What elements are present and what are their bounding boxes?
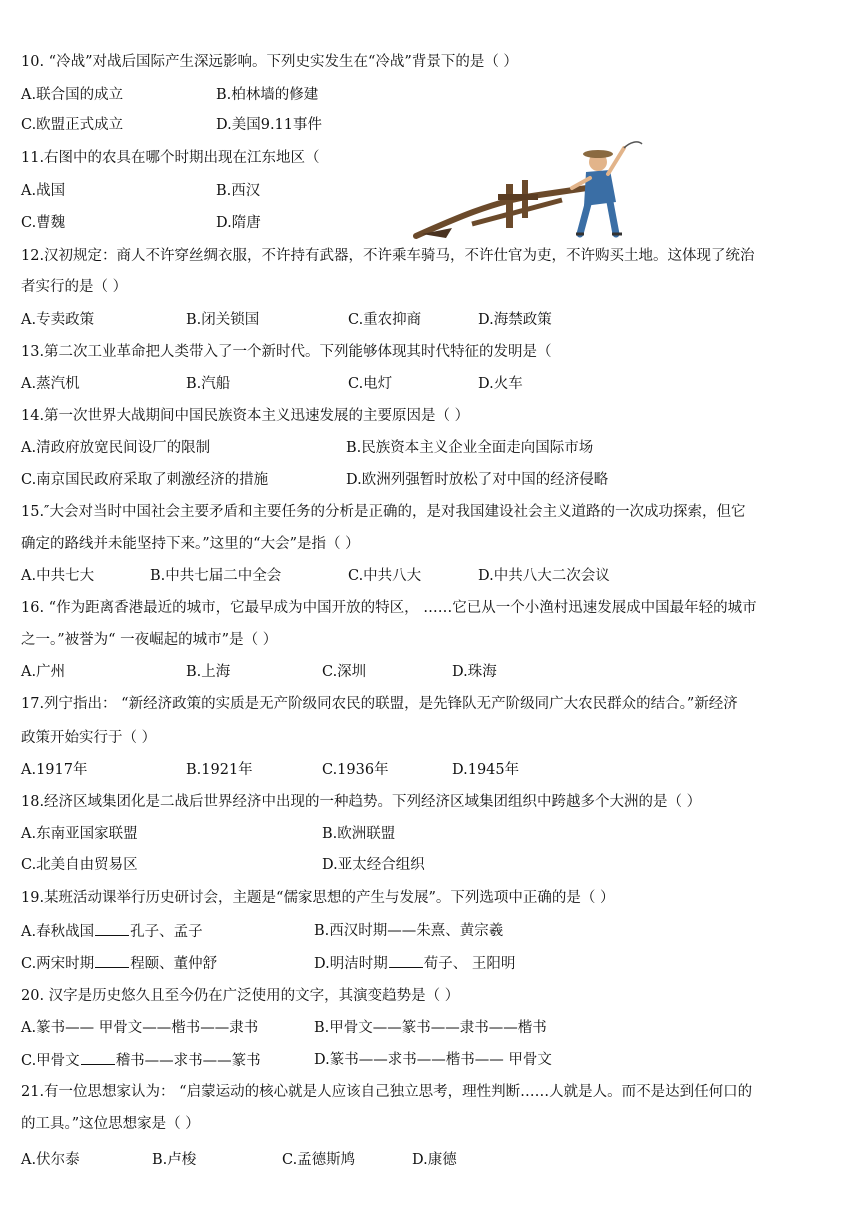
fill-blank xyxy=(389,953,423,968)
fill-blank xyxy=(95,921,129,936)
q13-option-b: B.汽船 xyxy=(186,376,231,392)
q12-stem-line2: 者实行的是（ ） xyxy=(21,279,128,295)
q11-option-a: A.战国 xyxy=(21,183,66,199)
q14-option-b: B.民族资本主义企业全面走向国际市场 xyxy=(346,440,594,456)
q19-option-a-period: A.春秋战国 xyxy=(21,924,95,940)
q12-option-d: D.海禁政策 xyxy=(478,312,552,328)
q18-option-b: B.欧洲联盟 xyxy=(322,826,396,842)
q15-stem-line1: 15.″大会对当时中国社会主要矛盾和主要任务的分析是正确的，是对我国建设社会主义道路的一次成功探索，但它 xyxy=(21,504,746,520)
q18-option-a: A.东南亚国家联盟 xyxy=(21,826,138,842)
q14-option-a: A.清政府放宽民间设厂的限制 xyxy=(21,440,211,456)
q13-stem: 13.第二次工业革命把人类带入了一个新时代。下列能够体现其时代特征的发明是（ xyxy=(21,344,552,360)
q17-option-c: C.1936年 xyxy=(322,762,389,778)
q15-option-b: B.中共七届二中全会 xyxy=(150,568,282,584)
q15-option-d: D.中共八大二次会议 xyxy=(478,568,610,584)
q19-option-d xyxy=(314,953,515,973)
q13-option-d: D.火车 xyxy=(478,376,523,392)
q17-option-a: A.1917年 xyxy=(21,762,88,778)
q21-option-b: B.卢梭 xyxy=(152,1152,197,1168)
q21-option-a: A.伏尔泰 xyxy=(21,1152,80,1168)
q19-stem: 19.某班活动课举行历史研讨会，主题是“儒家思想的产生与发展”。下列选项中正确的是（ ） xyxy=(21,890,615,906)
q11-option-b: B.西汉 xyxy=(216,183,261,199)
q20-stem: 20. 汉字是历史悠久且至今仍在广泛使用的文字，其演变趋势是（ ） xyxy=(21,988,460,1004)
q20-option-a: A.篆书—— 甲骨文——楷书——隶书 xyxy=(21,1020,259,1036)
q14-option-d: D.欧洲列强暂时放松了对中国的经济侵略 xyxy=(346,472,609,488)
q16-stem-line1: 16. “作为距离香港最近的城市，它最早成为中国开放的特区， ……它已从一个小渔村迅速发展成中国最年轻的城市 xyxy=(21,600,757,616)
q16-stem-line2: 之一。”被誉为“ 一夜崛起的城市”是（ ） xyxy=(21,632,278,648)
q19-option-c-figures: 程颐、董仲舒 xyxy=(130,956,218,972)
q20-option-b: B.甲骨文——篆书——隶书——楷书 xyxy=(314,1020,547,1036)
q20-option-c xyxy=(21,1050,261,1070)
q10-option-b: B.柏林墙的修建 xyxy=(216,87,319,103)
q12-option-a: A.专卖政策 xyxy=(21,312,95,328)
q16-option-a: A.广州 xyxy=(21,664,66,680)
q17-stem-line2: 政策开始实行于（ ） xyxy=(21,730,157,746)
q21-stem-line2: 的工具。”这位思想家是（ ） xyxy=(21,1116,200,1132)
q12-option-c: C.重农抑商 xyxy=(348,312,422,328)
q21-option-c: C.孟德斯鸠 xyxy=(282,1152,356,1168)
q16-option-c: C.深圳 xyxy=(322,664,367,680)
q19-option-c xyxy=(21,953,217,973)
q15-option-c: C.中共八大 xyxy=(348,568,422,584)
q17-option-d: D.1945年 xyxy=(452,762,520,778)
q17-stem-line1: 17.列宁指出： “新经济政策的实质是无产阶级同农民的联盟，是先锋队无产阶级同广大农民群众的结合。”新经济 xyxy=(21,696,738,712)
q18-stem: 18.经济区域集团化是二战后世界经济中出现的一种趋势。下列经济区域集团组织中跨越多个大洲的是（ ） xyxy=(21,794,702,810)
q21-stem-line1: 21.有一位思想家认为： “启蒙运动的核心就是人应该自己独立思考，理性判断……人就是人。而不是达到任何口的 xyxy=(21,1084,753,1100)
q13-option-a: A.蒸汽机 xyxy=(21,376,80,392)
plow-farmer-illustration xyxy=(412,140,644,240)
fill-blank xyxy=(95,953,129,968)
plow-icon xyxy=(416,180,587,238)
q19-option-d-figures: 荀子、 王阳明 xyxy=(423,956,516,972)
q17-option-b: B.1921年 xyxy=(186,762,253,778)
q18-option-d: D.亚太经合组织 xyxy=(322,857,425,873)
q12-option-b: B.闭关锁国 xyxy=(186,312,260,328)
q15-option-a: A.中共七大 xyxy=(21,568,95,584)
q18-option-c: C.北美自由贸易区 xyxy=(21,857,138,873)
q20-option-c-rest: 稽书——求书——篆书 xyxy=(115,1053,261,1069)
q10-option-c: C.欧盟正式成立 xyxy=(21,117,124,133)
q19-option-a-figures: 孔子、孟子 xyxy=(130,924,203,940)
q14-option-c: C.南京国民政府采取了刺激经济的措施 xyxy=(21,472,269,488)
q11-option-c: C.曹魏 xyxy=(21,215,66,231)
q16-option-b: B.上海 xyxy=(186,664,231,680)
q15-stem-line2: 确定的路线并未能坚持下来。”这里的“大会”是指（ ） xyxy=(21,536,360,552)
q13-option-c: C.电灯 xyxy=(348,376,393,392)
q20-option-c-start: C.甲骨文 xyxy=(21,1053,80,1069)
q11-stem: 11.右图中的农具在哪个时期出现在江东地区（ xyxy=(21,150,320,166)
q20-option-d: D.篆书——求书——楷书—— 甲骨文 xyxy=(314,1052,552,1068)
q16-option-d: D.珠海 xyxy=(452,664,497,680)
q19-option-c-period: C.两宋时期 xyxy=(21,956,95,972)
fill-blank xyxy=(81,1050,115,1065)
q11-option-d: D.隋唐 xyxy=(216,215,261,231)
q19-option-d-period: D.明洁时期 xyxy=(314,956,388,972)
q10-stem: 10. “冷战”对战后国际产生深远影响。下列史实发生在“冷战”背景下的是（ ） xyxy=(21,54,518,70)
q19-option-a xyxy=(21,921,203,941)
q12-stem-line1: 12.汉初规定：商人不许穿丝绸衣服，不许持有武器，不许乘车骑马，不许仕官为吏，不许购买土地。这体现了统治 xyxy=(21,248,755,264)
q10-option-d: D.美国9.11事件 xyxy=(216,117,323,133)
q10-option-a: A.联合国的成立 xyxy=(21,87,124,103)
q21-option-d: D.康德 xyxy=(412,1152,457,1168)
q19-option-b: B.西汉时期——朱熹、黄宗羲 xyxy=(314,923,504,939)
q14-stem: 14.第一次世界大战期间中国民族资本主义迅速发展的主要原因是（ ） xyxy=(21,408,470,424)
